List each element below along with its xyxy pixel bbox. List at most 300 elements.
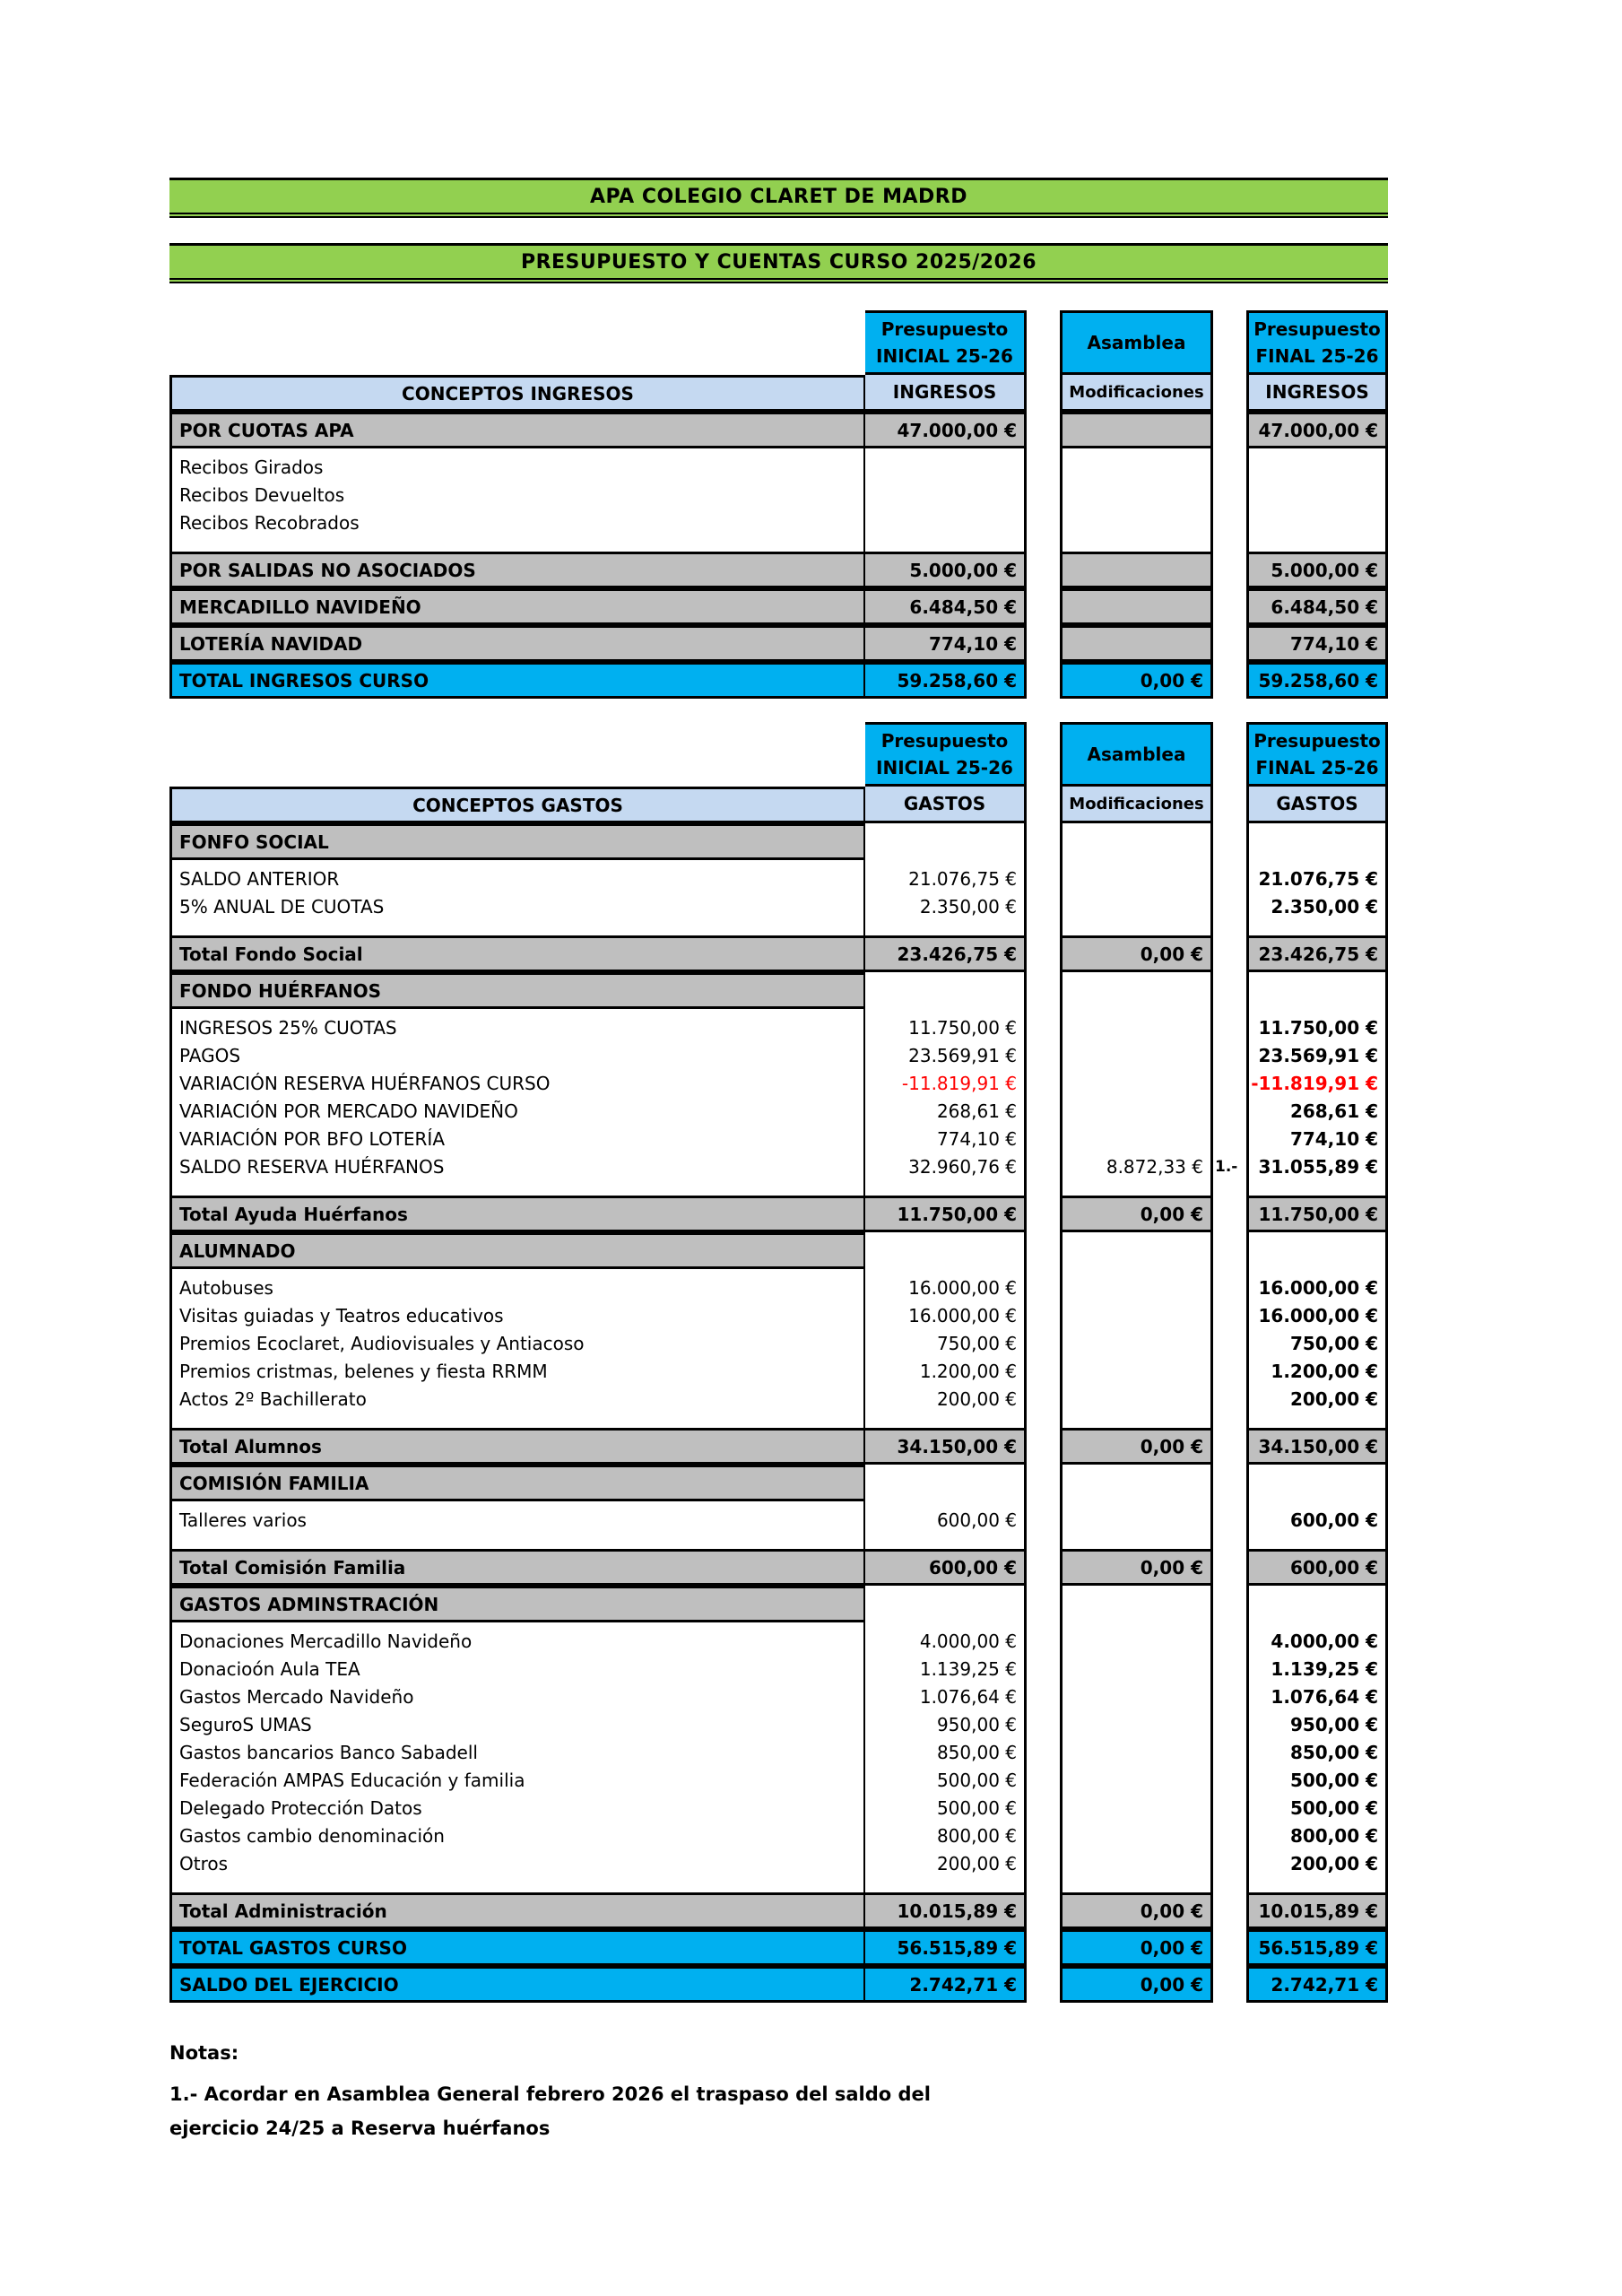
item-label: INGRESOS 25% CUOTAS — [179, 1017, 397, 1039]
col-header-presupuesto-inicial — [865, 722, 1027, 787]
budget-sheet — [169, 178, 1388, 2152]
item-value-inicial: 2.350,00 € — [919, 896, 1017, 918]
value-modificaciones — [1060, 1892, 1213, 1929]
row-label: TOTAL INGRESOS CURSO — [169, 662, 865, 699]
value-text: 11.750,00 € — [897, 1203, 1017, 1225]
item-label: Premios cristmas, belenes y fiesta RRMM — [179, 1361, 548, 1382]
doc-title: APA COLEGIO CLARET DE MADRD — [590, 185, 967, 208]
column-gap — [1213, 1929, 1246, 1966]
item-label: Gastos bancarios Banco Sabadell — [179, 1742, 478, 1763]
header-importe-final: GASTOS — [1246, 787, 1388, 823]
header-modificaciones: Modificaciones — [1060, 375, 1213, 412]
value-modificaciones — [1060, 1549, 1213, 1586]
item-block — [169, 1269, 865, 1428]
ingresos-table — [169, 310, 1388, 699]
item-value-inicial: 1.139,25 € — [919, 1658, 1017, 1680]
item-value-final: 950,00 € — [1289, 1714, 1378, 1735]
note-ref — [1213, 1386, 1246, 1413]
value-modificaciones — [1060, 1966, 1213, 2003]
item-value-inicial: 774,10 € — [936, 1128, 1017, 1150]
row-label: Total Alumnos — [169, 1428, 865, 1465]
item-values-inicial — [865, 1269, 1027, 1428]
header-conceptos: CONCEPTOS INGRESOS — [169, 375, 865, 412]
row-label: POR SALIDAS NO ASOCIADOS — [169, 552, 865, 588]
item-value-modificaciones — [1063, 1098, 1210, 1126]
item-value-modificaciones — [1063, 1711, 1210, 1739]
value-modificaciones — [1060, 625, 1213, 662]
item-value-inicial: 11.750,00 € — [908, 1017, 1017, 1039]
item-value-final: 600,00 € — [1289, 1509, 1378, 1531]
item-values-modificaciones — [1060, 1269, 1213, 1428]
item-value-final: 2.350,00 € — [1271, 896, 1378, 918]
item-value-inicial: 200,00 € — [936, 1853, 1017, 1874]
value-modificaciones — [1060, 588, 1213, 625]
header-conceptos: CONCEPTOS GASTOS — [169, 787, 865, 823]
item-value-modificaciones — [1063, 1656, 1210, 1683]
value-inicial — [865, 935, 1027, 972]
column-gap — [1213, 1428, 1246, 1465]
col-header-asamblea: Asamblea — [1060, 310, 1213, 375]
note-ref: 1.- — [1215, 1158, 1238, 1176]
col-header-presupuesto-final — [1246, 722, 1388, 787]
value-inicial — [865, 625, 1027, 662]
item-value-final: 850,00 € — [1289, 1742, 1378, 1763]
item-value-final: 500,00 € — [1289, 1797, 1378, 1819]
item-value-modificaciones — [1063, 1126, 1210, 1153]
item-label: Recibos Devueltos — [179, 484, 345, 506]
pre-header-line: Presupuesto — [1253, 730, 1381, 752]
item-label: Federación AMPAS Educación y familia — [179, 1770, 525, 1791]
column-gap — [1213, 1622, 1246, 1892]
item-value-final: 800,00 € — [1289, 1825, 1378, 1847]
item-value-modificaciones — [1063, 1628, 1210, 1656]
note-line-2: ejercicio 24/25 a Reserva huérfanos — [169, 2118, 551, 2139]
column-gap — [1213, 935, 1246, 972]
value-text: 47.000,00 € — [897, 419, 1017, 441]
value-modificaciones — [1060, 552, 1213, 588]
item-value-final — [1249, 482, 1385, 509]
note-ref — [1213, 1070, 1246, 1098]
value-inicial — [865, 1966, 1027, 2003]
value-inicial — [865, 552, 1027, 588]
value-final — [1246, 412, 1388, 448]
item-value-final: 16.000,00 € — [1258, 1277, 1378, 1299]
note-ref — [1213, 1330, 1246, 1358]
row-label: Total Comisión Familia — [169, 1549, 865, 1586]
value-final — [1246, 552, 1388, 588]
item-value-inicial: 850,00 € — [936, 1742, 1017, 1763]
value-text: 0,00 € — [1140, 943, 1203, 965]
column-gap — [1027, 972, 1060, 1009]
item-value-inicial — [865, 509, 1024, 537]
column-gap — [1027, 1196, 1060, 1232]
column-gap — [1027, 552, 1060, 588]
column-gap — [1027, 1892, 1060, 1929]
item-value-final: 200,00 € — [1289, 1853, 1378, 1874]
item-label: Visitas guiadas y Teatros educativos — [179, 1305, 504, 1326]
item-value-final: 1.200,00 € — [1271, 1361, 1378, 1382]
item-value-modificaciones — [1063, 1507, 1210, 1535]
value-text: 600,00 € — [1289, 1556, 1378, 1578]
empty-cell — [865, 823, 1027, 860]
note-ref — [1213, 509, 1246, 537]
section-header: ALUMNADO — [169, 1232, 865, 1269]
item-value-inicial: 1.076,64 € — [919, 1686, 1017, 1708]
item-label: Delegado Protección Datos — [179, 1797, 422, 1819]
value-text: 0,00 € — [1140, 1435, 1203, 1457]
item-values-modificaciones — [1060, 1622, 1213, 1892]
value-inicial — [865, 412, 1027, 448]
value-text: 774,10 € — [928, 632, 1017, 655]
value-modificaciones — [1060, 1428, 1213, 1465]
column-gap — [1213, 787, 1246, 823]
column-gap — [1213, 1501, 1246, 1549]
pre-header-line: INICIAL 25-26 — [876, 345, 1013, 367]
value-text: 23.426,75 € — [1258, 943, 1378, 965]
empty-cell — [1246, 972, 1388, 1009]
item-value-inicial: 200,00 € — [936, 1388, 1017, 1410]
item-label: Premios Ecoclaret, Audiovisuales y Antiacoso — [179, 1333, 585, 1354]
item-value-modificaciones — [1063, 1042, 1210, 1070]
column-gap — [1213, 662, 1246, 699]
row-label: Total Administración — [169, 1892, 865, 1929]
item-value-inicial — [865, 482, 1024, 509]
note-ref — [1213, 1739, 1246, 1767]
note-ref — [1213, 893, 1246, 921]
value-text: 0,00 € — [1140, 669, 1203, 691]
value-text: 56.515,89 € — [1258, 1936, 1378, 1959]
row-label: MERCADILLO NAVIDEÑO — [169, 588, 865, 625]
item-value-final: -11.819,91 € — [1251, 1073, 1378, 1094]
item-value-modificaciones — [1063, 454, 1210, 482]
empty-cell — [1060, 823, 1213, 860]
item-label: Donaciones Mercadillo Navideño — [179, 1631, 473, 1652]
column-gap — [1027, 1501, 1060, 1549]
column-gap — [1213, 1586, 1246, 1622]
item-values-inicial — [865, 448, 1027, 552]
note-ref — [1213, 1795, 1246, 1822]
item-value-inicial: 800,00 € — [936, 1825, 1017, 1847]
value-final — [1246, 1549, 1388, 1586]
column-gap — [1213, 1009, 1246, 1196]
value-inicial — [865, 1929, 1027, 1966]
header-importe-inicial: INGRESOS — [865, 375, 1027, 412]
item-values-final — [1246, 860, 1388, 935]
empty-cell — [1246, 1586, 1388, 1622]
note-line-1: 1.- Acordar en Asamblea General febrero 2026 el traspaso del saldo del — [169, 2083, 931, 2105]
value-inicial — [865, 1549, 1027, 1586]
value-text: 0,00 € — [1140, 1936, 1203, 1959]
note-ref — [1213, 1628, 1246, 1656]
column-gap — [1027, 787, 1060, 823]
item-values-inicial — [865, 1622, 1027, 1892]
column-gap — [1213, 448, 1246, 552]
row-label: SALDO DEL EJERCICIO — [169, 1966, 865, 2003]
value-final — [1246, 1929, 1388, 1966]
value-text: 6.484,50 € — [1271, 596, 1378, 618]
value-final — [1246, 1196, 1388, 1232]
value-text: 10.015,89 € — [1258, 1900, 1378, 1922]
note-ref — [1213, 1507, 1246, 1535]
column-gap — [1027, 1549, 1060, 1586]
value-text: 0,00 € — [1140, 1900, 1203, 1922]
column-gap — [1027, 588, 1060, 625]
value-final — [1246, 588, 1388, 625]
item-value-modificaciones — [1063, 1850, 1210, 1878]
item-value-modificaciones — [1063, 1358, 1210, 1386]
item-value-modificaciones: 8.872,33 € — [1106, 1156, 1203, 1178]
value-text: 5.000,00 € — [1271, 559, 1378, 581]
section-header: GASTOS ADMINSTRACIÓN — [169, 1586, 865, 1622]
pre-header-line: FINAL 25-26 — [1255, 345, 1379, 367]
value-modificaciones — [1060, 1196, 1213, 1232]
value-inicial — [865, 1196, 1027, 1232]
item-label: Talleres varios — [179, 1509, 307, 1531]
item-values-inicial — [865, 1009, 1027, 1196]
empty-cell — [1246, 1232, 1388, 1269]
column-gap — [1213, 1966, 1246, 2003]
value-text: 23.426,75 € — [897, 943, 1017, 965]
item-label: PAGOS — [179, 1045, 241, 1066]
item-label: Donacioón Aula TEA — [179, 1658, 360, 1680]
pre-header-spacer — [169, 310, 865, 375]
value-inicial — [865, 588, 1027, 625]
empty-cell — [1060, 1232, 1213, 1269]
column-gap — [1213, 860, 1246, 935]
column-gap — [1213, 1465, 1246, 1501]
item-label: Recibos Girados — [179, 457, 324, 478]
value-final — [1246, 662, 1388, 699]
pre-header-line: INICIAL 25-26 — [876, 757, 1013, 778]
header-modificaciones: Modificaciones — [1060, 787, 1213, 823]
item-value-inicial: 500,00 € — [936, 1770, 1017, 1791]
value-final — [1246, 935, 1388, 972]
empty-cell — [865, 972, 1027, 1009]
column-gap — [1027, 412, 1060, 448]
item-value-inicial: -11.819,91 € — [901, 1073, 1017, 1094]
item-block — [169, 1622, 865, 1892]
item-values-modificaciones — [1060, 860, 1213, 935]
value-text: 774,10 € — [1289, 632, 1378, 655]
item-value-inicial: 16.000,00 € — [908, 1305, 1017, 1326]
value-modificaciones — [1060, 662, 1213, 699]
item-value-modificaciones — [1063, 1014, 1210, 1042]
header-importe-inicial: GASTOS — [865, 787, 1027, 823]
note-ref — [1213, 1822, 1246, 1850]
column-gap — [1027, 1929, 1060, 1966]
item-value-modificaciones — [1063, 1070, 1210, 1098]
column-gap — [1027, 1465, 1060, 1501]
value-text: 600,00 € — [928, 1556, 1017, 1578]
item-values-modificaciones — [1060, 1501, 1213, 1549]
item-value-modificaciones — [1063, 1274, 1210, 1302]
note-ref — [1213, 1098, 1246, 1126]
column-gap — [1027, 625, 1060, 662]
row-label: POR CUOTAS APA — [169, 412, 865, 448]
item-block — [169, 448, 865, 552]
column-gap — [1027, 1428, 1060, 1465]
item-value-final: 23.569,91 € — [1258, 1045, 1378, 1066]
note-ref — [1213, 1358, 1246, 1386]
item-value-final: 31.055,89 € — [1258, 1156, 1378, 1178]
item-value-modificaciones — [1063, 1767, 1210, 1795]
empty-cell — [1060, 1586, 1213, 1622]
doc-subtitle: PRESUPUESTO Y CUENTAS CURSO 2025/2026 — [520, 250, 1037, 274]
value-modificaciones — [1060, 412, 1213, 448]
note-ref — [1213, 1126, 1246, 1153]
section-header: FONDO HUÉRFANOS — [169, 972, 865, 1009]
note-ref — [1213, 1042, 1246, 1070]
value-text: 34.150,00 € — [897, 1435, 1017, 1457]
pre-header-line: FINAL 25-26 — [1255, 757, 1379, 778]
item-label: 5% ANUAL DE CUOTAS — [179, 896, 385, 918]
value-text: 47.000,00 € — [1258, 419, 1378, 441]
item-label: Actos 2º Bachillerato — [179, 1388, 367, 1410]
empty-cell — [1060, 1465, 1213, 1501]
column-gap — [1213, 625, 1246, 662]
value-final — [1246, 1892, 1388, 1929]
item-value-inicial: 500,00 € — [936, 1797, 1017, 1819]
item-value-inicial: 16.000,00 € — [908, 1277, 1017, 1299]
item-value-modificaciones — [1063, 1795, 1210, 1822]
empty-cell — [1246, 823, 1388, 860]
item-value-final: 750,00 € — [1289, 1333, 1378, 1354]
note-ref — [1213, 1302, 1246, 1330]
value-text: 34.150,00 € — [1258, 1435, 1378, 1457]
item-value-final: 774,10 € — [1289, 1128, 1378, 1150]
item-label: Autobuses — [179, 1277, 273, 1299]
value-inicial — [865, 662, 1027, 699]
item-values-final — [1246, 1501, 1388, 1549]
note-ref — [1213, 454, 1246, 482]
value-text: 56.515,89 € — [897, 1936, 1017, 1959]
item-value-final: 1.076,64 € — [1271, 1686, 1378, 1708]
item-value-inicial: 750,00 € — [936, 1333, 1017, 1354]
note-ref — [1213, 1656, 1246, 1683]
item-value-inicial: 4.000,00 € — [919, 1631, 1017, 1652]
gastos-table — [169, 722, 1388, 2003]
column-gap — [1027, 722, 1060, 787]
empty-cell — [865, 1586, 1027, 1622]
item-value-final: 4.000,00 € — [1271, 1631, 1378, 1652]
row-label: Total Fondo Social — [169, 935, 865, 972]
column-gap — [1213, 1269, 1246, 1428]
item-values-inicial — [865, 860, 1027, 935]
header-importe-final: INGRESOS — [1246, 375, 1388, 412]
pre-header-line: Presupuesto — [880, 730, 1009, 752]
value-final — [1246, 1966, 1388, 2003]
item-value-inicial: 32.960,76 € — [908, 1156, 1017, 1178]
item-block — [169, 1501, 865, 1549]
item-value-inicial: 950,00 € — [936, 1714, 1017, 1735]
item-value-inicial: 268,61 € — [936, 1100, 1017, 1122]
item-value-modificaciones — [1063, 1683, 1210, 1711]
value-modificaciones — [1060, 1929, 1213, 1966]
value-final — [1246, 1428, 1388, 1465]
value-text: 59.258,60 € — [1258, 669, 1378, 691]
column-gap — [1027, 375, 1060, 412]
col-header-presupuesto-inicial — [865, 310, 1027, 375]
item-value-modificaciones — [1063, 482, 1210, 509]
item-values-final — [1246, 1622, 1388, 1892]
column-gap — [1027, 1269, 1060, 1428]
value-text: 11.750,00 € — [1258, 1203, 1378, 1225]
column-gap — [1027, 1586, 1060, 1622]
item-value-final: 200,00 € — [1289, 1388, 1378, 1410]
column-gap — [1027, 823, 1060, 860]
note-ref — [1213, 1014, 1246, 1042]
pre-header-line: Presupuesto — [880, 318, 1009, 340]
item-value-final: 11.750,00 € — [1258, 1017, 1378, 1039]
item-value-final: 268,61 € — [1289, 1100, 1378, 1122]
value-text: 0,00 € — [1140, 1973, 1203, 1996]
column-gap — [1213, 375, 1246, 412]
column-gap — [1213, 1549, 1246, 1586]
item-label: VARIACIÓN RESERVA HUÉRFANOS CURSO — [179, 1073, 551, 1094]
note-ref — [1213, 1767, 1246, 1795]
item-label: Recibos Recobrados — [179, 512, 360, 534]
item-value-inicial: 1.200,00 € — [919, 1361, 1017, 1382]
empty-cell — [865, 1232, 1027, 1269]
column-gap — [1213, 310, 1246, 375]
col-header-presupuesto-final — [1246, 310, 1388, 375]
empty-cell — [1060, 972, 1213, 1009]
item-value-inicial: 600,00 € — [936, 1509, 1017, 1531]
value-final — [1246, 625, 1388, 662]
item-label: SALDO RESERVA HUÉRFANOS — [179, 1156, 445, 1178]
item-label: VARIACIÓN POR MERCADO NAVIDEÑO — [179, 1100, 518, 1122]
item-value-final: 500,00 € — [1289, 1770, 1378, 1791]
empty-cell — [1246, 1465, 1388, 1501]
item-value-inicial: 21.076,75 € — [908, 868, 1017, 890]
value-text: 6.484,50 € — [909, 596, 1017, 618]
item-label: Gastos cambio denominación — [179, 1825, 445, 1847]
item-label: SALDO ANTERIOR — [179, 868, 340, 890]
item-value-final: 1.139,25 € — [1271, 1658, 1378, 1680]
column-gap — [1213, 412, 1246, 448]
item-block — [169, 860, 865, 935]
item-label: VARIACIÓN POR BFO LOTERÍA — [179, 1128, 446, 1150]
item-value-inicial — [865, 454, 1024, 482]
column-gap — [1027, 1622, 1060, 1892]
value-inicial — [865, 1892, 1027, 1929]
value-text: 5.000,00 € — [909, 559, 1017, 581]
item-value-final: 16.000,00 € — [1258, 1305, 1378, 1326]
note-ref — [1213, 865, 1246, 893]
column-gap — [1213, 1196, 1246, 1232]
section-header: FONFO SOCIAL — [169, 823, 865, 860]
value-inicial — [865, 1428, 1027, 1465]
value-modificaciones — [1060, 935, 1213, 972]
column-gap — [1027, 1966, 1060, 2003]
value-text: 59.258,60 € — [897, 669, 1017, 691]
column-gap — [1213, 1232, 1246, 1269]
item-values-inicial — [865, 1501, 1027, 1549]
column-gap — [1213, 552, 1246, 588]
col-header-asamblea: Asamblea — [1060, 722, 1213, 787]
value-text: 0,00 € — [1140, 1203, 1203, 1225]
row-label: LOTERÍA NAVIDAD — [169, 625, 865, 662]
item-value-modificaciones — [1063, 1302, 1210, 1330]
column-gap — [1213, 972, 1246, 1009]
item-value-modificaciones — [1063, 865, 1210, 893]
value-text: 10.015,89 € — [897, 1900, 1017, 1922]
item-value-modificaciones — [1063, 1822, 1210, 1850]
doc-subtitle-bar — [169, 243, 1388, 283]
note-ref — [1213, 1850, 1246, 1878]
item-value-inicial: 23.569,91 € — [908, 1045, 1017, 1066]
column-gap — [1027, 935, 1060, 972]
